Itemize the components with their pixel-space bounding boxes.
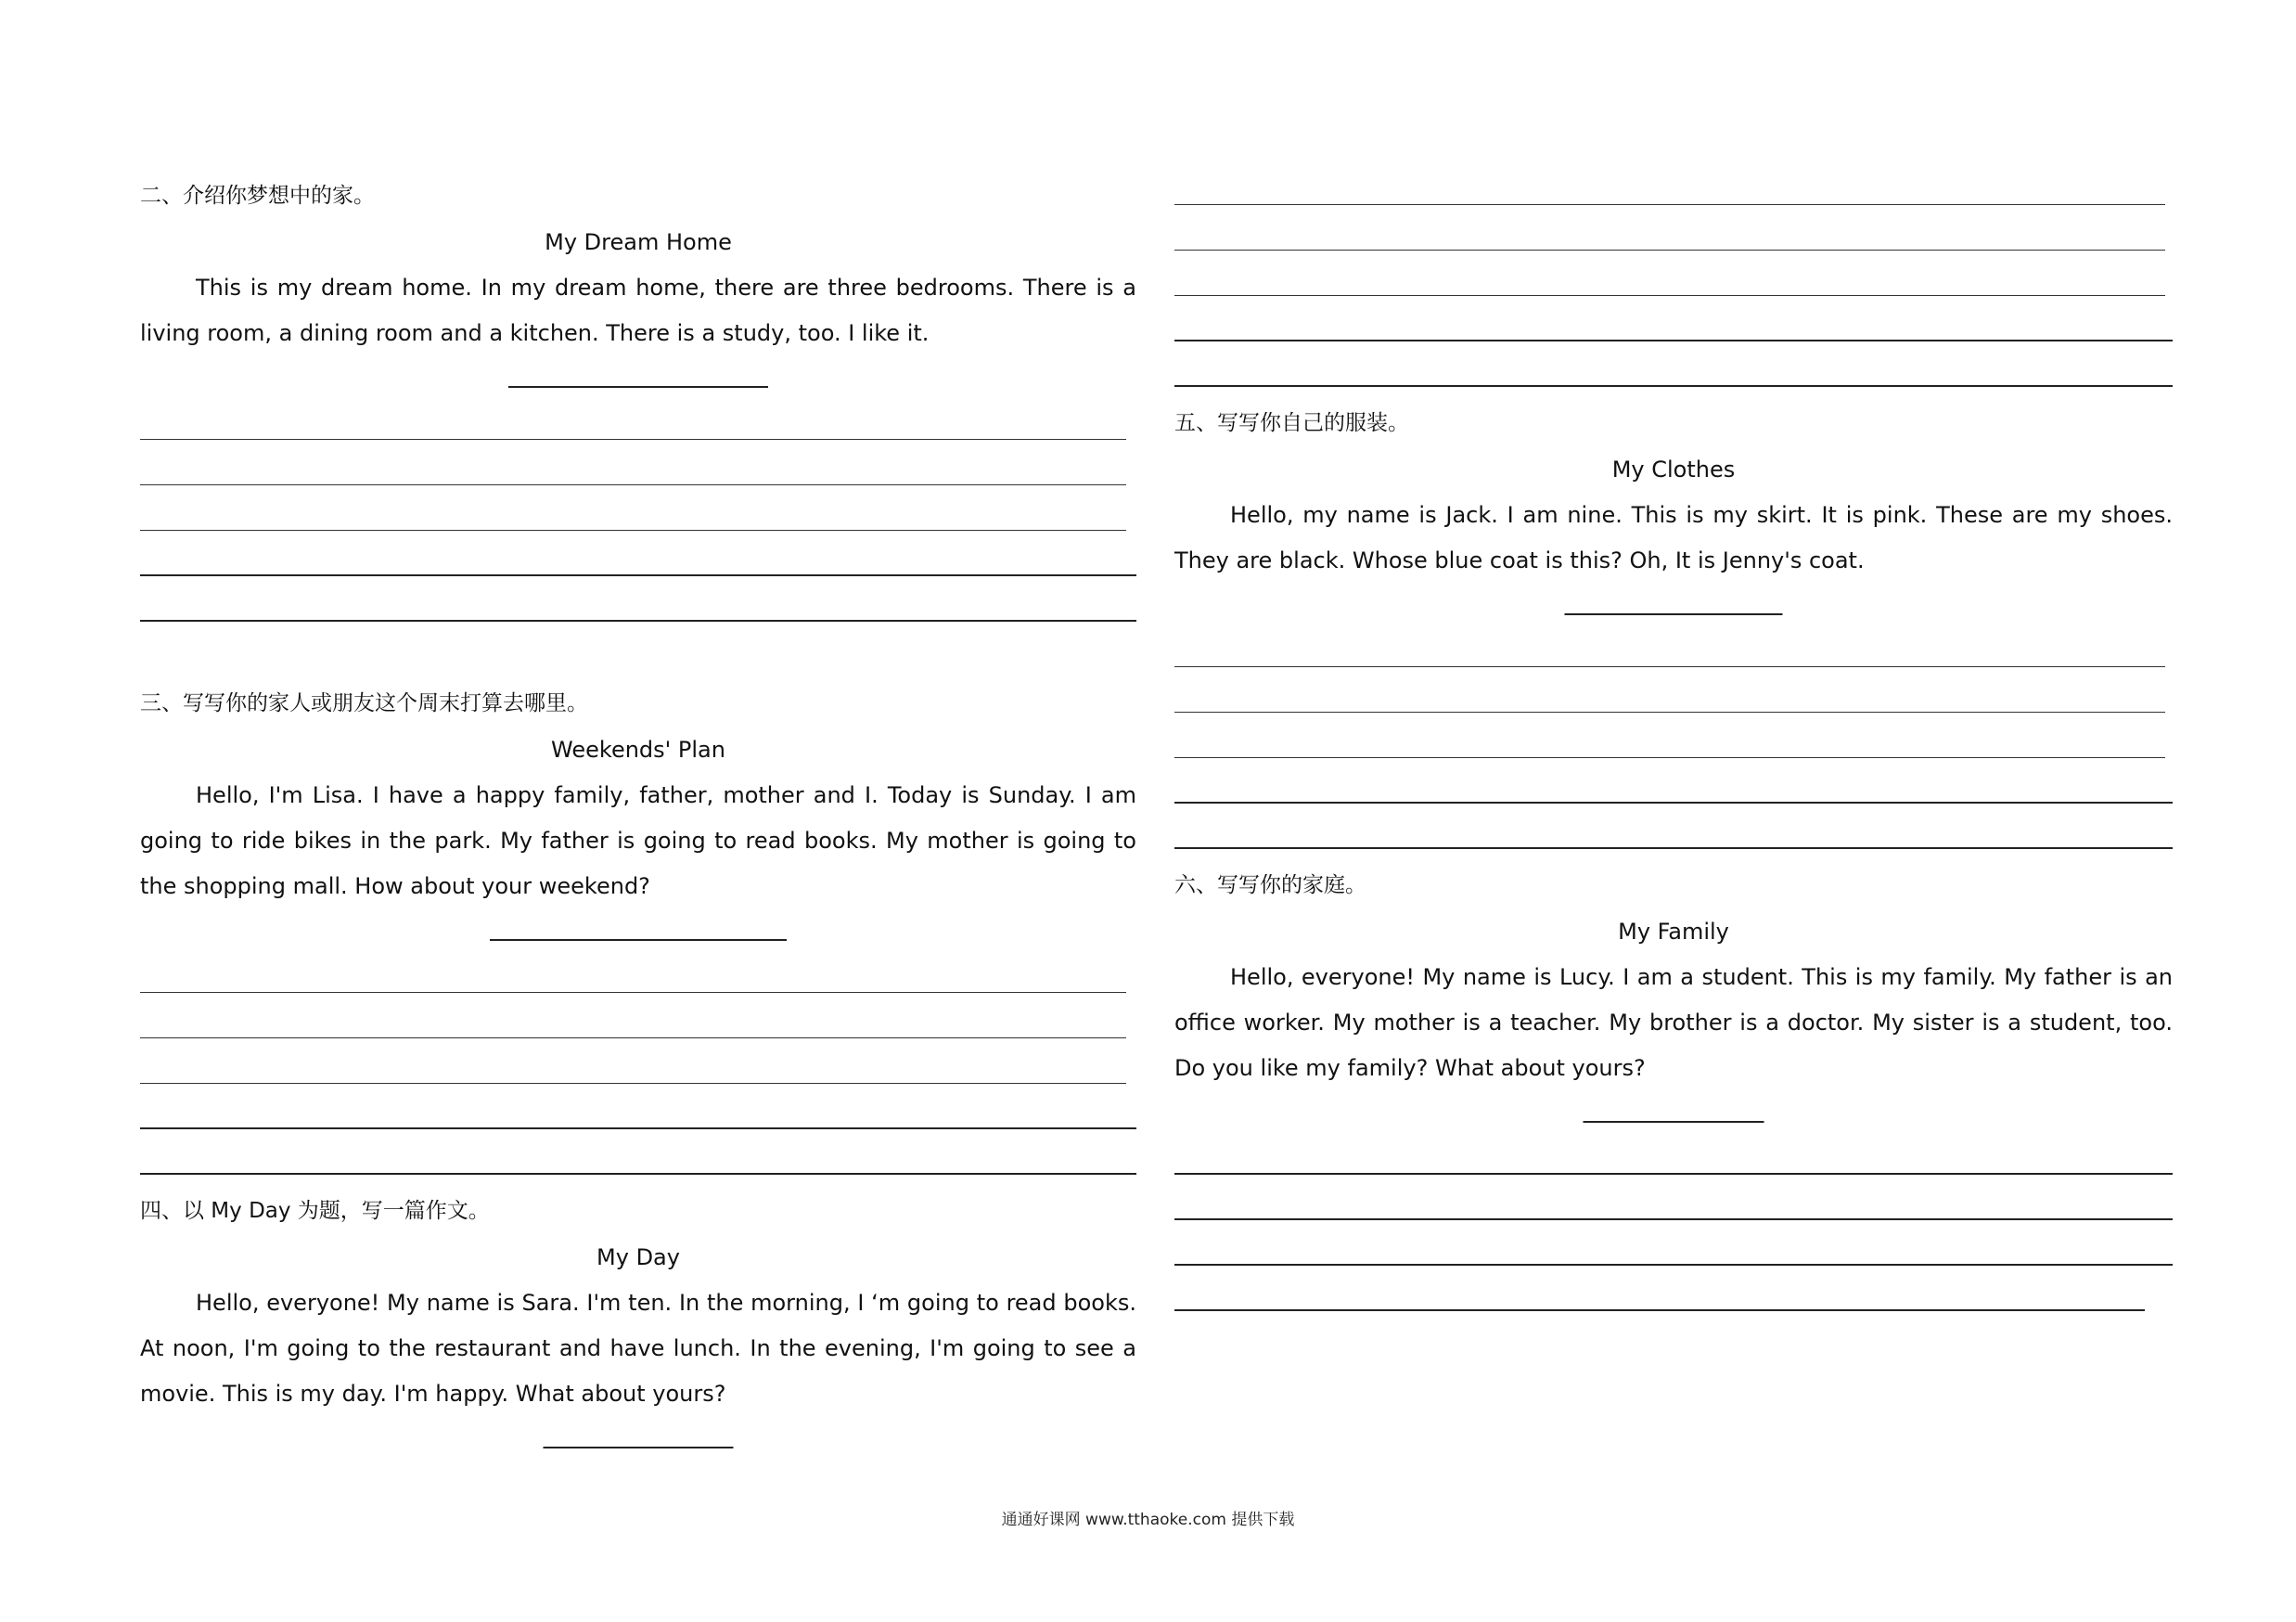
- writing-line[interactable]: [1174, 1188, 2173, 1233]
- writing-line[interactable]: [1174, 680, 2173, 726]
- section-heading: 五、写写你自己的服装。: [1174, 411, 1409, 435]
- writing-line[interactable]: [140, 589, 1136, 635]
- writing-line[interactable]: [1174, 726, 2173, 771]
- section-my-clothes: [1174, 400, 2173, 862]
- section-heading: 二、介绍你梦想中的家。: [140, 184, 375, 208]
- essay-title: My Dream Home: [545, 229, 732, 255]
- title-blank[interactable]: [140, 356, 1136, 407]
- essay-title: My Family: [1618, 919, 1729, 945]
- writing-line[interactable]: [1174, 173, 2173, 218]
- sample-paragraph: This is my dream home. In my dream home, there are three bedrooms. There is a living room, a dining room and a kitchen. There is a study, too. I like it.: [140, 275, 1136, 346]
- writing-line[interactable]: [140, 1051, 1136, 1097]
- writing-line[interactable]: [140, 453, 1136, 498]
- writing-line[interactable]: [1174, 354, 2173, 400]
- title-blank[interactable]: [1174, 1091, 2173, 1142]
- sample-paragraph: Hello, my name is Jack. I am nine. This is my skirt. It is pink. These are my shoes. They are black. Whose blue coat is this? Oh, It is Jenny's coat.: [1174, 502, 2173, 573]
- left-column: [140, 173, 1136, 1468]
- essay-title: My Day: [596, 1244, 680, 1270]
- writing-line[interactable]: [140, 544, 1136, 589]
- section-heading: 三、写写你的家人或朋友这个周末打算去哪里。: [140, 691, 588, 715]
- right-column: [1174, 173, 2173, 1324]
- essay-title: Weekends' Plan: [551, 737, 725, 763]
- writing-line[interactable]: [140, 498, 1136, 544]
- writing-line[interactable]: [1174, 817, 2173, 862]
- page-footer: 通通好课网 www.tthaoke.com 提供下载: [1001, 1511, 1295, 1529]
- writing-line[interactable]: [1174, 309, 2173, 354]
- section-heading: 四、以 My Day 为题，写一篇作文。: [140, 1199, 490, 1223]
- section-weekend-plan: [140, 680, 1136, 1188]
- writing-line[interactable]: [1174, 218, 2173, 264]
- title-blank[interactable]: [140, 909, 1136, 960]
- section-my-family: [1174, 862, 2173, 1324]
- writing-line[interactable]: [140, 1142, 1136, 1188]
- section-dream-home: [140, 173, 1136, 635]
- writing-line[interactable]: [140, 1006, 1136, 1051]
- writing-line[interactable]: [1174, 1233, 2173, 1279]
- writing-line[interactable]: [140, 1097, 1136, 1142]
- writing-line[interactable]: [140, 407, 1136, 453]
- writing-line[interactable]: [1174, 264, 2173, 309]
- title-blank[interactable]: [140, 1417, 1136, 1468]
- writing-line[interactable]: [1174, 635, 2173, 680]
- writing-line[interactable]: [140, 960, 1136, 1006]
- title-blank[interactable]: [1174, 584, 2173, 635]
- writing-line[interactable]: [1174, 771, 2173, 817]
- writing-line[interactable]: [1174, 1142, 2173, 1188]
- sample-paragraph: Hello, everyone! My name is Sara. I'm ten. In the morning, I ‘m going to read books. At noon, I'm going to the restaurant and have lunch. In the evening, I'm going to see a movie. This is my day. I'm happy. What about yours?: [140, 1290, 1136, 1407]
- sample-paragraph: Hello, I'm Lisa. I have a happy family, father, mother and I. Today is Sunday. I am going to ride bikes in the park. My father is going to read books. My mother is going to the shopping mall. How about your weekend?: [140, 782, 1136, 899]
- writing-line[interactable]: [1174, 1279, 2173, 1324]
- section-my-day: [140, 1188, 1136, 1468]
- sample-paragraph: Hello, everyone! My name is Lucy. I am a student. This is my family. My father is an office worker. My mother is a teacher. My brother is a doctor. My sister is a student, too. Do you like my family? What about yours?: [1174, 964, 2173, 1081]
- essay-title: My Clothes: [1611, 457, 1736, 483]
- section-heading: 六、写写你的家庭。: [1174, 873, 1366, 897]
